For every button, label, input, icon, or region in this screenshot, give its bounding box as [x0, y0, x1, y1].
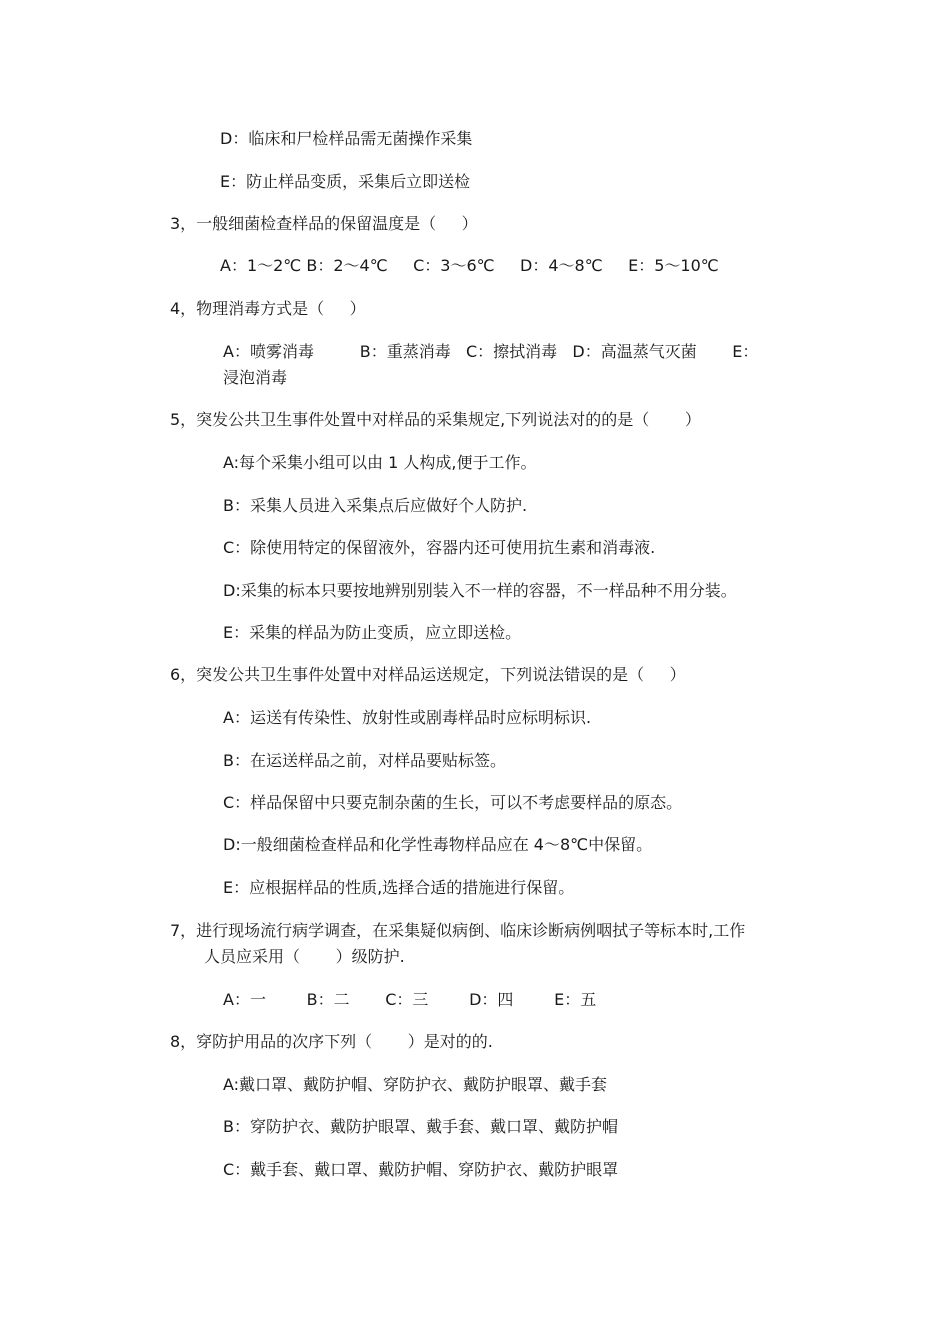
question-6-option-b: B：在运送样品之前，对样品要贴标签。 — [223, 751, 506, 770]
question-7: 7，进行现场流行病学调查，在采集疑似病倒、临床诊断病例咽拭子等标本时,工作 — [170, 921, 746, 940]
question-4-options-cont: 浸泡消毒 — [223, 368, 288, 387]
question-6-option-a: A：运送有传染性、放射性或剧毒样品时应标明标识. — [223, 708, 592, 727]
question-8-option-b: B：穿防护衣、戴防护眼罩、戴手套、戴口罩、戴防护帽 — [223, 1117, 618, 1136]
question-8-option-a: A:戴口罩、戴防护帽、穿防护衣、戴防护眼罩、戴手套 — [223, 1075, 608, 1094]
question-5-option-d: D:采集的标本只要按地辨别别装入不一样的容器，不一样品种不用分装。 — [223, 581, 737, 600]
q2-option-d: D：临床和尸检样品需无菌操作采集 — [220, 129, 473, 148]
question-6-option-e: E：应根据样品的性质,选择合适的措施进行保留。 — [223, 878, 575, 897]
question-5-option-e: E：采集的样品为防止变质，应立即送检。 — [223, 623, 522, 642]
question-4: 4，物理消毒方式是（ ） — [170, 299, 366, 318]
question-5-option-c: C：除使用特定的保留液外，容器内还可使用抗生素和消毒液. — [223, 538, 656, 557]
q2-option-e: E：防止样品变质，采集后立即送检 — [220, 172, 471, 191]
question-6-option-c: C：样品保留中只要克制杂菌的生长，可以不考虑要样品的原态。 — [223, 793, 683, 812]
question-7-cont: 人员应采用（ ）级防护. — [204, 947, 405, 966]
question-6-option-d: D:一般细菌检查样品和化学性毒物样品应在 4～8℃中保留。 — [223, 835, 653, 854]
question-5-option-b: B：采集人员进入采集点后应做好个人防护. — [223, 496, 528, 515]
question-8-option-c: C：戴手套、戴口罩、戴防护帽、穿防护衣、戴防护眼罩 — [223, 1160, 619, 1179]
question-3-options: A：1～2℃ B：2～4℃ C：3～6℃ D：4～8℃ E：5～10℃ — [220, 256, 719, 275]
question-5-option-a: A:每个采集小组可以由 1 人构成,便于工作。 — [223, 453, 537, 472]
question-4-options: A：喷雾消毒 B：重蒸消毒 C：擦拭消毒 D：高温蒸气灭菌 E： — [223, 342, 759, 361]
question-5: 5，突发公共卫生事件处置中对样品的采集规定,下列说法对的的是（ ） — [170, 410, 701, 429]
question-6: 6，突发公共卫生事件处置中对样品运送规定，下列说法错误的是（ ） — [170, 665, 686, 684]
question-7-options: A：一 B：二 C：三 D：四 E：五 — [223, 990, 597, 1009]
question-3: 3，一般细菌检查样品的保留温度是（ ） — [170, 214, 478, 233]
question-8: 8，穿防护用品的次序下列（ ）是对的的. — [170, 1032, 493, 1051]
